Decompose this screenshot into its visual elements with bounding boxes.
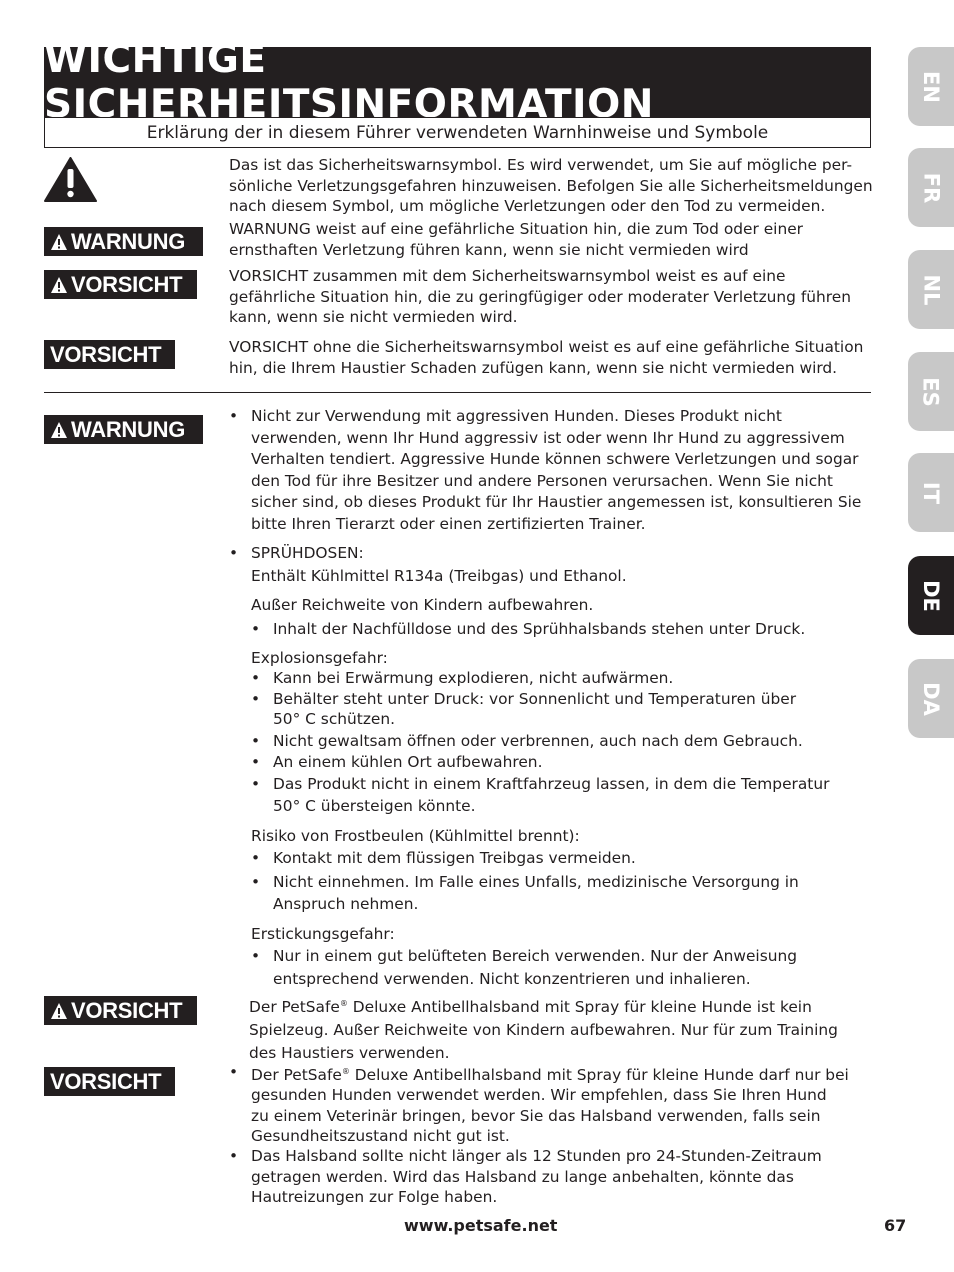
text-line: Gesundheitszustand nicht gut ist. [251, 1127, 510, 1146]
text-line: Spielzeug. Außer Reichweite von Kindern aufbewahren. Nur für zum Training [249, 1021, 838, 1040]
text-line: 50° C übersteigen könnte. [273, 797, 476, 815]
text-line: WARNUNG weist auf eine gefährliche Situation hin, die zum Tod oder einer [229, 220, 804, 238]
vorsicht-label-text: VORSICHT [71, 271, 183, 297]
text-line: nach diesem Symbol, um mögliche Verletzungen oder den Tod zu vermeiden. [229, 197, 826, 215]
text-line: ernsthaften Verletzung führen kann, wenn sie nicht vermieden wird [229, 240, 749, 259]
bullet-icon: • [251, 947, 261, 965]
legend-symbol-text [229, 155, 873, 217]
text-line: sönliche Verletzungsgefahren hinzuweisen. Befolgen Sie alle Sicherheitsmeldungen [229, 176, 873, 195]
tab-it-label: IT [918, 481, 943, 504]
tab-nl[interactable] [908, 250, 954, 329]
bullet-icon: • [229, 1147, 239, 1166]
vorsicht-label [44, 996, 197, 1025]
text-line: Das Halsband sollte nicht länger als 12 Stunden pro 24-Stunden-Zeitraum [251, 1147, 822, 1166]
text-line [251, 1062, 849, 1085]
bullet-icon: • [251, 689, 261, 708]
tab-de[interactable] [908, 556, 954, 635]
vorsicht-plain-label [44, 1067, 175, 1096]
text-line: Kontakt mit dem flüssigen Treibgas vermeiden. [273, 849, 636, 867]
footer-url[interactable]: www.petsafe.net [404, 1216, 558, 1235]
bullet-icon: • [251, 731, 261, 750]
text-line: getragen werden. Wird das Halsband zu lange anbehalten, könnte das [251, 1167, 794, 1186]
warnung-label-text: WARNUNG [71, 228, 186, 254]
legend-vorsicht-text [229, 266, 851, 328]
text-line: kann, wenn sie nicht vermieden wird. [229, 308, 518, 326]
bullet-icon: • [229, 544, 239, 562]
text-line: gefährliche Situation hin, die zu geringfügiger oder moderater Verletzung führen [229, 287, 851, 306]
text-line: bitte Ihren Tierarzt oder einen zertifizierten Trainer. [251, 514, 646, 533]
text-line: Das ist das Sicherheitswarnsymbol. Es wird verwendet, um Sie auf mögliche per- [229, 156, 853, 174]
frost-heading: Risiko von Frostbeulen (Kühlmittel brennt): [251, 827, 580, 845]
bullet-icon: • [229, 407, 239, 425]
vorsicht-plain-list [229, 1062, 849, 1207]
text-line: VORSICHT ohne die Sicherheitswarnsymbol weist es auf eine gefährliche Situation [229, 338, 864, 356]
text-line: zu einem Veterinär bringen, bevor Sie das Halsband verwenden, falls sein [251, 1106, 821, 1125]
text-line [249, 992, 838, 1019]
text-line: 50° C schützen. [273, 710, 396, 728]
warning-triangle-icon [50, 421, 68, 439]
page-number: 67 [884, 1216, 907, 1235]
children-warning: Außer Reichweite von Kindern aufbewahren. [251, 596, 594, 614]
tab-en[interactable] [908, 47, 954, 126]
divider [44, 392, 871, 393]
choke-heading: Erstickungsgefahr: [251, 925, 395, 943]
text-segment: Deluxe Antibellhalsband mit Spray für kleine Hunde ist kein [347, 998, 812, 1017]
text-segment: Der PetSafe [251, 1066, 342, 1085]
text-line: sicher sind, ob dieses Produkt für Ihr Haustier angemessen ist, konsultieren Sie [251, 493, 862, 512]
pressure-bullet [251, 619, 805, 640]
text-line: den Tod für ihre Besitzer und andere Personen verursachen. Wenn Sie nicht [251, 471, 833, 490]
text-line: Behälter steht unter Druck: vor Sonnenlicht und Temperaturen über [273, 689, 797, 708]
text-line: entsprechend verwenden. Nicht konzentrieren und inhalieren. [273, 969, 751, 988]
bullet-icon: • [251, 620, 261, 638]
text-line: verwenden, wenn Ihr Hund aggressiv ist oder wenn Ihr Hund zu aggressivem [251, 428, 845, 447]
text-line: Verhalten tendiert. Aggressive Hunde können schwere Verletzungen und sogar [251, 450, 859, 469]
tab-nl-label: NL [919, 274, 943, 305]
text-segment: Der PetSafe [249, 998, 340, 1017]
text-line: Hautreizungen zur Folge haben. [251, 1187, 498, 1206]
vorsicht-plain-label-text: VORSICHT [50, 341, 162, 367]
text-line: hin, die Ihrem Haustier Schaden zufügen kann, wenn sie nicht vermieden wird. [229, 358, 838, 377]
text-line: Kann bei Erwärmung explodieren, nicht aufwärmen. [273, 669, 674, 687]
bullet-icon: • [251, 774, 261, 793]
safety-alert-symbol-icon [44, 157, 97, 202]
bullet-icon: • [251, 753, 261, 771]
bullet-aggressive-dogs [229, 406, 861, 536]
tab-it[interactable] [908, 453, 954, 532]
bullet-icon: • [251, 669, 261, 687]
tab-en-label: EN [918, 70, 943, 103]
registered-mark: ® [341, 1067, 350, 1076]
warning-triangle-icon [50, 233, 68, 251]
vorsicht-label [44, 270, 197, 299]
text-line: Nur in einem gut belüfteten Bereich verwenden. Nur der Anweisung [273, 947, 798, 965]
text-line: Anspruch nehmen. [273, 895, 419, 913]
text-line: gesunden Hunden verwendet werden. Wir empfehlen, dass Sie Ihren Hund [251, 1086, 827, 1105]
legend-warnung-text [229, 219, 803, 260]
warning-triangle-icon [50, 1002, 68, 1020]
vorsicht-label-text: VORSICHT [71, 997, 183, 1023]
warnung-label [44, 415, 203, 444]
warnung-label-text: WARNUNG [71, 416, 186, 442]
bullet-icon: • [251, 872, 261, 891]
choke-list [251, 946, 797, 989]
bullet-icon: • [251, 849, 261, 867]
tab-da[interactable] [908, 659, 954, 738]
text-line: VORSICHT zusammen mit dem Sicherheitswarnsymbol weist es auf eine [229, 267, 786, 285]
text-line: des Haustiers verwenden. [249, 1044, 450, 1063]
tab-fr-label: FR [918, 172, 943, 203]
spray-content: Enthält Kühlmittel R134a (Treibgas) und Ethanol. [251, 567, 627, 585]
bullet-spray-cans [229, 543, 364, 564]
page-title: WICHTIGE SICHERHEITSINFORMATION [44, 47, 871, 117]
spray-heading: SPRÜHDOSEN: [251, 544, 364, 562]
registered-mark: ® [339, 999, 348, 1008]
text-line: Nicht gewaltsam öffnen oder verbrennen, auch nach dem Gebrauch. [273, 731, 803, 750]
text-line: Inhalt der Nachfülldose und des Sprühhalsbands stehen unter Druck. [273, 620, 806, 638]
text-line: Nicht einnehmen. Im Falle eines Unfalls, medizinische Versorgung in [273, 872, 799, 891]
tab-de-label: DE [919, 579, 943, 612]
vorsicht-plain-label-text: VORSICHT [50, 1068, 162, 1094]
vorsicht-text [249, 992, 838, 1065]
text-line: An einem kühlen Ort aufbewahren. [273, 753, 543, 771]
explosion-heading: Explosionsgefahr: [251, 649, 388, 667]
tab-es-label: ES [918, 376, 943, 407]
page-subtitle: Erklärung der in diesem Führer verwendeten Warnhinweise und Symbole [44, 117, 871, 148]
frost-list [251, 848, 799, 915]
vorsicht-plain-label [44, 340, 175, 369]
tab-da-label: DA [919, 681, 943, 716]
tab-fr[interactable] [908, 148, 954, 227]
warning-triangle-icon [50, 276, 68, 294]
legend-vorsicht-plain-text [229, 337, 863, 378]
warnung-label [44, 227, 203, 256]
bullet-icon: • [229, 1063, 239, 1081]
text-line: Nicht zur Verwendung mit aggressiven Hunden. Dieses Produkt nicht [251, 407, 782, 425]
explosion-list [251, 668, 829, 817]
text-line: Das Produkt nicht in einem Kraftfahrzeug lassen, in dem die Temperatur [273, 774, 830, 793]
text-segment: Deluxe Antibellhalsband mit Spray für kleine Hunde darf nur bei [349, 1066, 849, 1085]
tab-es[interactable] [908, 352, 954, 431]
